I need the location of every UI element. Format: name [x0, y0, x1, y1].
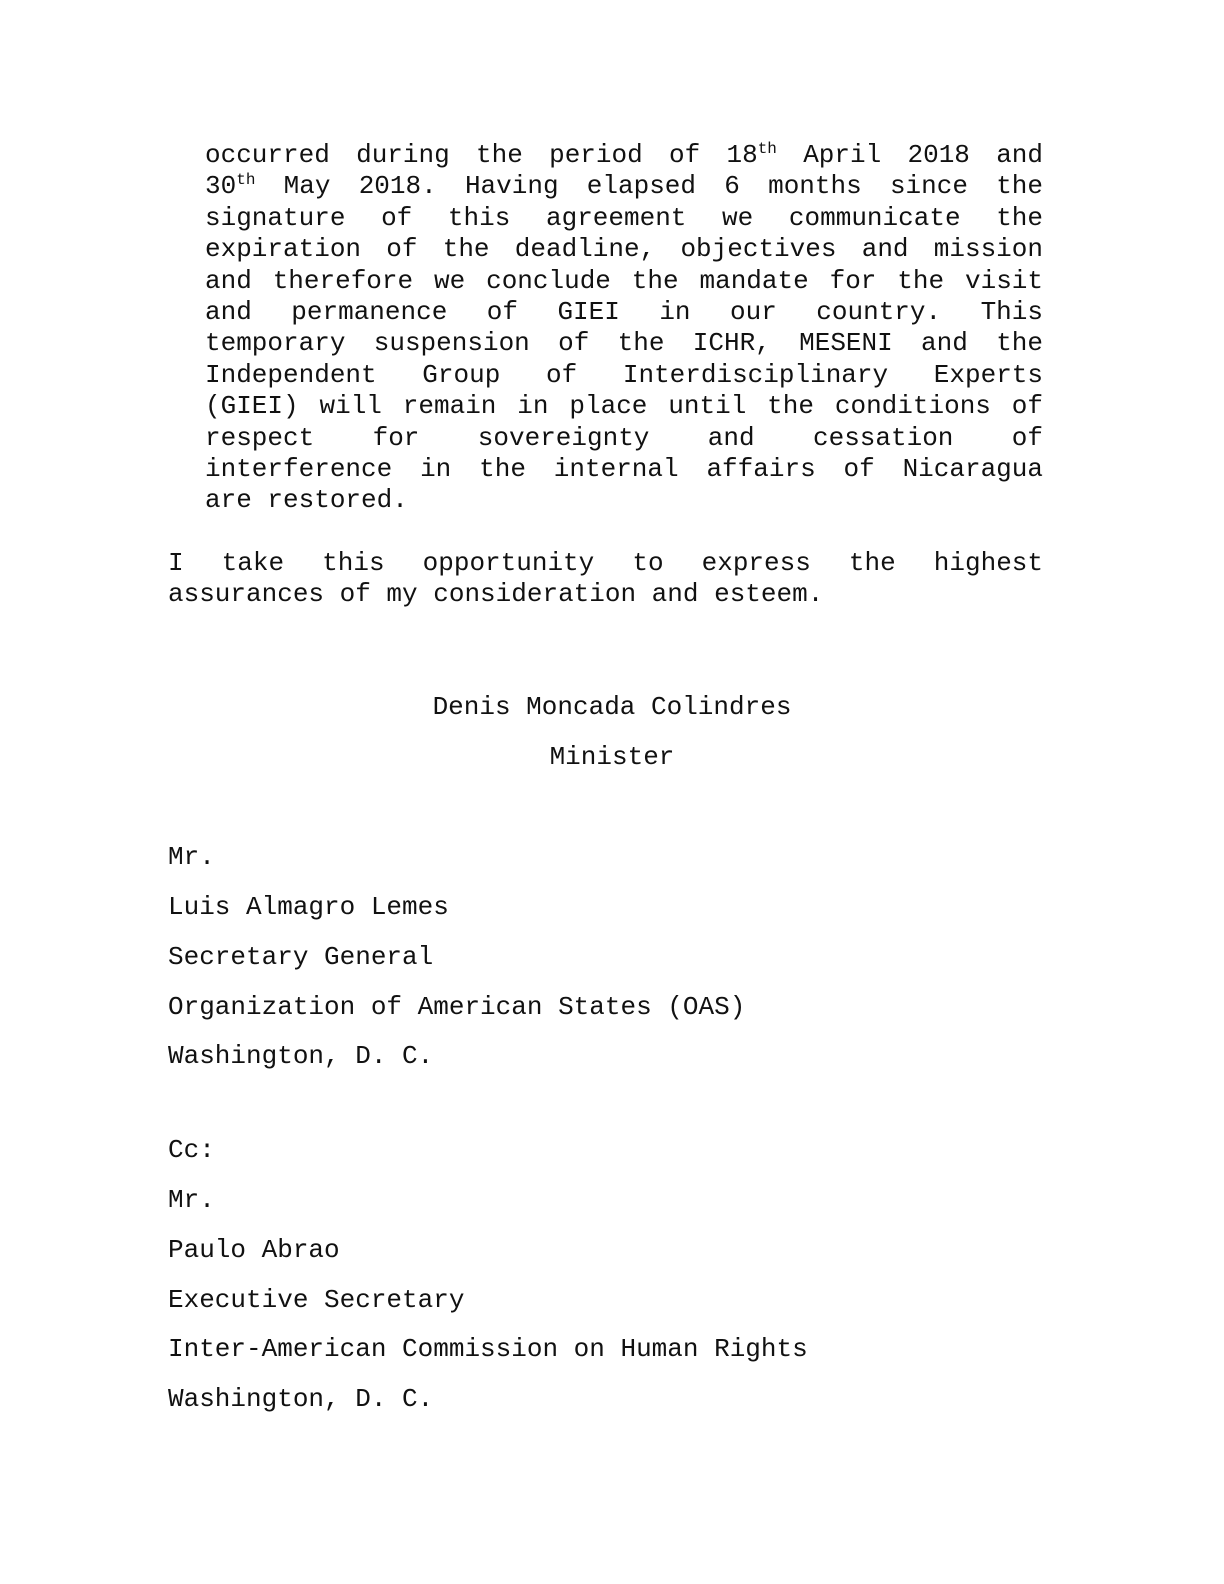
ordinal-suffix: th [757, 140, 777, 158]
closing-paragraph [168, 548, 1043, 611]
body-line: expiration of the deadline, objectives and mission [205, 234, 1043, 265]
body-line: interference in the internal affairs of Nicaragua [205, 453, 1043, 484]
body-line: Independent Group of Interdisciplinary Experts [205, 359, 1043, 390]
body-text: April 2018 and [776, 140, 1043, 170]
body-line: respect for sovereignty and cessation of [205, 422, 1043, 453]
cc-position: Executive Secretary [168, 1285, 465, 1315]
signer-title: Minister [549, 742, 675, 772]
recipient-position: Secretary General [168, 942, 434, 972]
recipient-organization: Organization of American States (OAS) [168, 992, 746, 1022]
recipient-city: Washington, D. C. [168, 1041, 434, 1071]
body-text: May 2018. Having elapsed 6 months since the [255, 171, 1043, 202]
body-paragraph [205, 140, 1043, 517]
body-line [205, 140, 1043, 171]
body-text: occurred during the period of 18 [205, 140, 758, 170]
body-line: signature of this agreement we communicate the [205, 202, 1043, 233]
body-line: temporary suspension of the ICHR, MESENI and the [205, 328, 1043, 359]
ordinal-suffix: th [236, 171, 256, 190]
body-line: (GIEI) will remain in place until the conditions of [205, 391, 1043, 422]
signer-name: Denis Moncada Colindres [432, 692, 792, 722]
recipient-salutation: Mr. [168, 842, 215, 872]
cc-label: Cc: [168, 1135, 215, 1165]
closing-line: I take this opportunity to express the highest [168, 548, 1043, 578]
body-line: and therefore we conclude the mandate for the visit [205, 265, 1043, 296]
body-line: and permanence of GIEI in our country. This [205, 296, 1043, 327]
body-line: are restored. [205, 485, 408, 516]
cc-salutation: Mr. [168, 1185, 215, 1215]
cc-name: Paulo Abrao [168, 1235, 340, 1265]
cc-city: Washington, D. C. [168, 1384, 434, 1414]
cc-organization: Inter-American Commission on Human Rights [168, 1334, 808, 1364]
body-line [205, 171, 1043, 202]
recipient-name: Luis Almagro Lemes [168, 892, 449, 922]
body-text: 30 [205, 171, 237, 202]
closing-line: assurances of my consideration and esteem. [168, 579, 824, 610]
